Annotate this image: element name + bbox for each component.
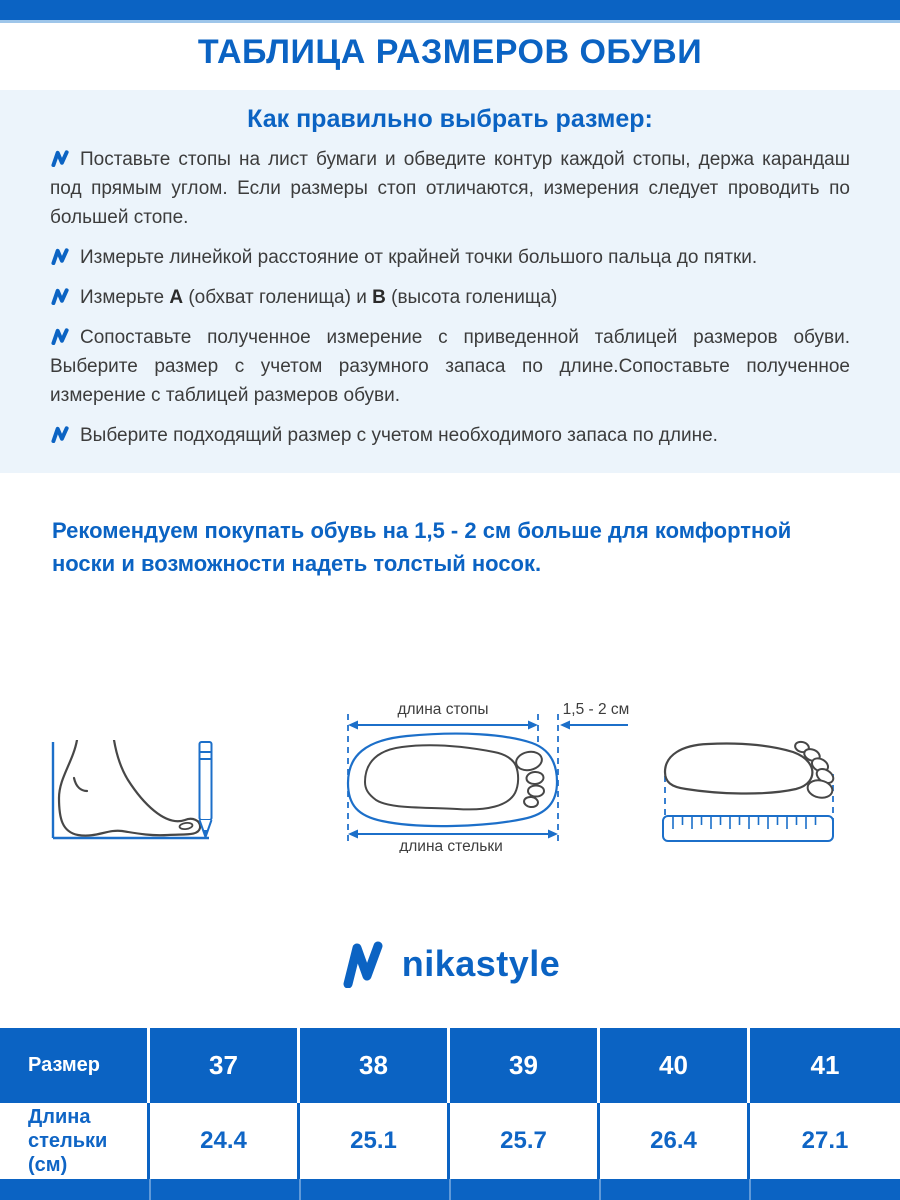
insole-row-label [0,1103,150,1179]
nikastyle-mark-icon [50,150,71,167]
column-separator [149,1179,151,1200]
brand-logo [0,938,900,990]
ruler-icon [663,816,833,841]
foot-length-label: длина стопы [397,701,489,718]
size-value-39: 39 [450,1028,600,1103]
column-separator [299,1179,301,1200]
size-row-label: Размер [0,1028,150,1103]
column-separator [599,1179,601,1200]
insole-length-row [0,1103,900,1179]
insole-length-label: длина стельки [399,838,503,853]
howto-bullet-3 [50,283,850,312]
top-blue-bar [0,0,900,20]
size-value-37: 37 [150,1028,300,1103]
insole-value-37: 24.4 [150,1103,300,1179]
howto-bullet-3-mid: (обхват голенища) и [183,287,373,308]
size-value-41: 41 [750,1028,900,1103]
nikastyle-mark-icon [50,248,71,265]
howto-bullet-1-text: Поставьте стопы на лист бумаги и обведите контур каждой стопы, держа карандаш под прямым углом. Если размеры стоп отличаются, измерения следует проводить по большей стопе. [50,149,850,228]
howto-bullet-1 [50,145,850,232]
toe-print [523,796,538,808]
howto-bullet-4-text: Сопоставьте полученное измерение с приведенной таблицей размеров обуви. Выберите размер с учетом разумного запаса по длине.Сопоставьте полученное измерение с таблицей размеров обуви. [50,327,850,406]
howto-bullet-4 [50,323,850,410]
size-value-38: 38 [300,1028,450,1103]
howto-bullet-2 [50,243,850,272]
page-title: ТАБЛИЦА РАЗМЕРОВ ОБУВИ [197,33,703,71]
howto-bullet-5-text: Выберите подходящий размер с учетом необходимого запаса по длине. [80,425,718,446]
toe-print [528,786,544,797]
size-table-next-row-partial [0,1179,900,1200]
insole-value-39: 25.7 [450,1103,600,1179]
size-table [0,1028,900,1200]
insole-value-38: 25.1 [300,1103,450,1179]
footprint-outline [365,745,518,809]
size-value-40: 40 [600,1028,750,1103]
howto-bullet-5 [50,421,850,450]
howto-bullet-2-text: Измерьте линейкой расстояние от крайней точки большого пальца до пятки. [80,247,758,268]
howto-bullet-3-pre: Измерьте [80,287,170,308]
footprint-measurement-diagram [335,698,635,853]
logo-text: nikastyle [401,943,561,984]
column-separator [449,1179,451,1200]
allowance-label: 1,5 - 2 см [562,701,630,718]
allowance-arrow [560,721,628,730]
nikastyle-mark-icon [50,426,71,443]
recommendation-text: Рекомендуем покупать обувь на 1,5 - 2 см больше для комфортной носки и возможности надеть толстый носок. [52,518,792,576]
toenail-detail [179,822,193,830]
nikastyle-logo-icon [340,940,386,988]
toe-print [526,771,544,784]
insole-row-label-text: Длина стельки (см) [28,1106,108,1176]
nikastyle-mark-icon [50,288,71,305]
foot-sole-ruler-diagram [655,732,845,844]
howto-section [0,90,900,473]
pencil-icon [200,742,212,837]
top-bar-accent-line [0,20,900,23]
measure-a-label: А [169,287,184,308]
column-separator [749,1179,751,1200]
measure-b-label: В [372,287,386,308]
foot-sole-outline [665,743,812,793]
insole-value-40: 26.4 [600,1103,750,1179]
howto-heading: Как правильно выбрать размер: [247,105,653,133]
foot-side-pencil-diagram [50,740,215,842]
insole-value-41: 27.1 [750,1103,900,1179]
ankle-detail-line [74,778,87,791]
foot-length-arrow [348,721,538,730]
howto-bullet-list [0,145,900,450]
size-table-header-row [0,1028,900,1103]
howto-bullet-3-post: (высота голенища) [385,287,558,308]
nikastyle-mark-icon [50,328,71,345]
